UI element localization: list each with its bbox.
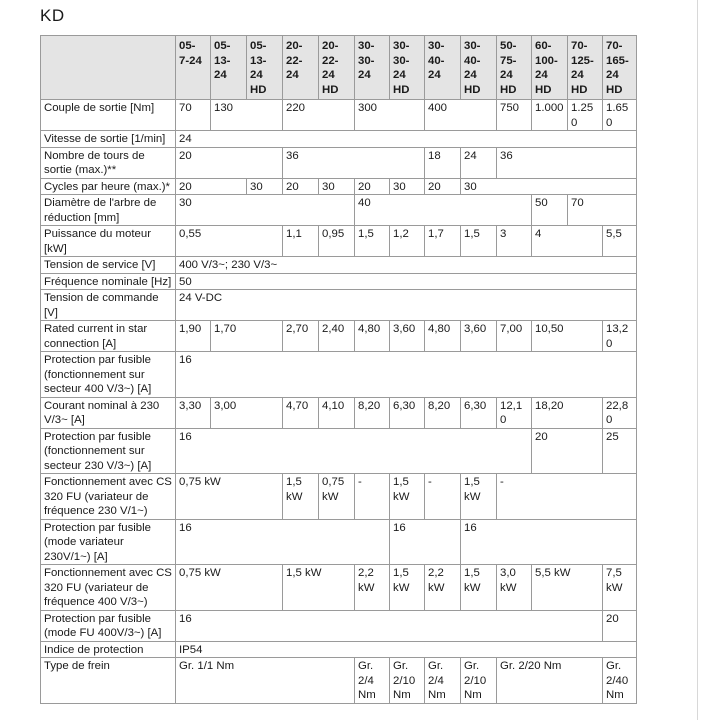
column-header: 30- 30- 24 HD: [390, 36, 425, 100]
table-cell: 3: [497, 226, 532, 257]
table-cell: 12,10: [497, 397, 532, 428]
table-cell: 7,00: [497, 321, 532, 352]
table-cell: 36: [283, 147, 425, 178]
table-cell: 20: [355, 178, 390, 195]
table-cell: 20: [283, 178, 319, 195]
table-cell: 0,75 kW: [176, 565, 283, 611]
table-cell: 2,70: [283, 321, 319, 352]
column-header: 30- 40- 24: [425, 36, 461, 100]
table-cell: 300: [355, 100, 425, 131]
row-label: Protection par fusible (fonctionnement sur secteur 230 V/3~) [A]: [41, 428, 176, 474]
table-cell: 16: [176, 610, 603, 641]
row-label: Rated current in star connection [A]: [41, 321, 176, 352]
table-cell: 70: [568, 195, 637, 226]
table-cell: Gr. 2/40 Nm: [603, 658, 637, 704]
table-row: [41, 131, 637, 148]
table-cell: 1,90: [176, 321, 211, 352]
table-cell: 16: [461, 519, 637, 565]
table-cell: 20: [176, 178, 247, 195]
table-cell: 1,70: [211, 321, 283, 352]
column-header: 05- 7-24: [176, 36, 211, 100]
table-cell: Gr. 2/4 Nm: [355, 658, 390, 704]
table-row: [41, 100, 637, 131]
table-row: [41, 474, 637, 520]
table-cell: 1,5: [355, 226, 390, 257]
table-cell: 1,5: [461, 226, 497, 257]
row-label: Protection par fusible (mode variateur 230V/1~) [A]: [41, 519, 176, 565]
table-row: [41, 290, 637, 321]
table-cell: 750: [497, 100, 532, 131]
table-cell: 4,70: [283, 397, 319, 428]
table-cell: Gr. 1/1 Nm: [176, 658, 355, 704]
table-row: [41, 428, 637, 474]
table-cell: 18: [425, 147, 461, 178]
table-cell: 1,7: [425, 226, 461, 257]
table-cell: -: [497, 474, 637, 520]
table-cell: 4,10: [319, 397, 355, 428]
header-corner-cell: [41, 36, 176, 100]
table-cell: 8,20: [355, 397, 390, 428]
column-header: 70- 165- 24 HD: [603, 36, 637, 100]
table-cell: 1,5 kW: [390, 474, 425, 520]
spec-table: [40, 35, 637, 704]
table-cell: 1,2: [390, 226, 425, 257]
header-row: [41, 36, 637, 100]
row-label: Fréquence nominale [Hz]: [41, 273, 176, 290]
table-row: [41, 226, 637, 257]
table-cell: 0,75 kW: [176, 474, 283, 520]
table-cell: 3,0 kW: [497, 565, 532, 611]
table-row: [41, 658, 637, 704]
table-cell: Gr. 2/10 Nm: [390, 658, 425, 704]
table-row: [41, 321, 637, 352]
row-label: Couple de sortie [Nm]: [41, 100, 176, 131]
table-cell: 1,5 kW: [461, 474, 497, 520]
table-cell: -: [355, 474, 390, 520]
table-cell: 22,80: [603, 397, 637, 428]
column-header: 20- 22- 24 HD: [319, 36, 355, 100]
column-header: 30- 30- 24: [355, 36, 390, 100]
table-cell: 1.000: [532, 100, 568, 131]
column-header: 60- 100- 24 HD: [532, 36, 568, 100]
table-cell: 400 V/3~; 230 V/3~: [176, 257, 637, 274]
row-label: Vitesse de sortie [1/min]: [41, 131, 176, 148]
column-header: 20- 22- 24: [283, 36, 319, 100]
table-row: [41, 257, 637, 274]
table-cell: 2,2 kW: [425, 565, 461, 611]
table-cell: 1,5 kW: [283, 474, 319, 520]
column-header: 05- 13- 24: [211, 36, 247, 100]
table-row: [41, 397, 637, 428]
table-row: [41, 352, 637, 398]
table-cell: 5,5: [603, 226, 637, 257]
table-cell: 50: [532, 195, 568, 226]
table-cell: 30: [176, 195, 355, 226]
table-cell: -: [425, 474, 461, 520]
table-row: [41, 565, 637, 611]
table-row: [41, 610, 637, 641]
table-row: [41, 641, 637, 658]
row-label: Protection par fusible (mode FU 400V/3~) [A]: [41, 610, 176, 641]
table-cell: 4,80: [425, 321, 461, 352]
table-cell: 4: [532, 226, 603, 257]
table-cell: 13,20: [603, 321, 637, 352]
table-cell: 16: [390, 519, 461, 565]
table-cell: 16: [176, 428, 532, 474]
table-cell: 16: [176, 352, 637, 398]
table-cell: 8,20: [425, 397, 461, 428]
table-row: [41, 519, 637, 565]
table-cell: 20: [425, 178, 461, 195]
table-cell: 0,55: [176, 226, 283, 257]
table-cell: 3,60: [461, 321, 497, 352]
table-row: [41, 178, 637, 195]
table-cell: 6,30: [461, 397, 497, 428]
row-label: Tension de commande [V]: [41, 290, 176, 321]
table-cell: Gr. 2/20 Nm: [497, 658, 603, 704]
table-cell: 30: [390, 178, 425, 195]
table-cell: 0,95: [319, 226, 355, 257]
row-label: Nombre de tours de sortie (max.)**: [41, 147, 176, 178]
table-cell: 3,30: [176, 397, 211, 428]
table-cell: 4,80: [355, 321, 390, 352]
table-cell: 16: [176, 519, 390, 565]
column-header: 30- 40- 24 HD: [461, 36, 497, 100]
table-cell: 18,20: [532, 397, 603, 428]
table-cell: 50: [176, 273, 637, 290]
table-cell: 20: [603, 610, 637, 641]
row-label: Tension de service [V]: [41, 257, 176, 274]
table-row: [41, 273, 637, 290]
table-cell: 10,50: [532, 321, 603, 352]
row-label: Courant nominal à 230 V/3~ [A]: [41, 397, 176, 428]
table-cell: 0,75 kW: [319, 474, 355, 520]
column-header: 05- 13- 24 HD: [247, 36, 283, 100]
row-label: Cycles par heure (max.)*: [41, 178, 176, 195]
table-cell: 20: [532, 428, 603, 474]
table-cell: 20: [176, 147, 283, 178]
table-cell: 220: [283, 100, 355, 131]
table-cell: 40: [355, 195, 532, 226]
table-cell: 6,30: [390, 397, 425, 428]
column-header: 70- 125- 24 HD: [568, 36, 603, 100]
table-cell: 24 V-DC: [176, 290, 637, 321]
table-row: [41, 195, 637, 226]
table-cell: 2,40: [319, 321, 355, 352]
table-cell: 7,5 kW: [603, 565, 637, 611]
table-cell: 1,5 kW: [461, 565, 497, 611]
row-label: Type de frein: [41, 658, 176, 704]
table-cell: 36: [497, 147, 637, 178]
row-label: Indice de protection: [41, 641, 176, 658]
table-cell: 3,60: [390, 321, 425, 352]
table-cell: 130: [211, 100, 283, 131]
table-cell: 1,5 kW: [390, 565, 425, 611]
table-cell: 1,5 kW: [283, 565, 355, 611]
table-cell: 1,1: [283, 226, 319, 257]
table-cell: 3,00: [211, 397, 283, 428]
row-label: Fonctionnement avec CS 320 FU (variateur de fréquence 230 V/1~): [41, 474, 176, 520]
page-edge-line: [697, 0, 698, 720]
table-cell: IP54: [176, 641, 637, 658]
table-cell: 25: [603, 428, 637, 474]
table-cell: Gr. 2/10 Nm: [461, 658, 497, 704]
page-title: KD: [40, 6, 65, 25]
table-cell: 30: [247, 178, 283, 195]
table-cell: 1.250: [568, 100, 603, 131]
row-label: Fonctionnement avec CS 320 FU (variateur de fréquence 400 V/3~): [41, 565, 176, 611]
table-body: [41, 100, 637, 704]
table-cell: 2,2 kW: [355, 565, 390, 611]
table-cell: 400: [425, 100, 497, 131]
table-cell: 1.650: [603, 100, 637, 131]
table-cell: 24: [461, 147, 497, 178]
table-row: [41, 147, 637, 178]
table-cell: 30: [461, 178, 637, 195]
row-label: Protection par fusible (fonctionnement sur secteur 400 V/3~) [A]: [41, 352, 176, 398]
column-header: 50- 75- 24 HD: [497, 36, 532, 100]
table-cell: 24: [176, 131, 637, 148]
table-cell: Gr. 2/4 Nm: [425, 658, 461, 704]
table-cell: 30: [319, 178, 355, 195]
table-cell: 5,5 kW: [532, 565, 603, 611]
row-label: Puissance du moteur [kW]: [41, 226, 176, 257]
row-label: Diamètre de l'arbre de réduction [mm]: [41, 195, 176, 226]
table-cell: 70: [176, 100, 211, 131]
